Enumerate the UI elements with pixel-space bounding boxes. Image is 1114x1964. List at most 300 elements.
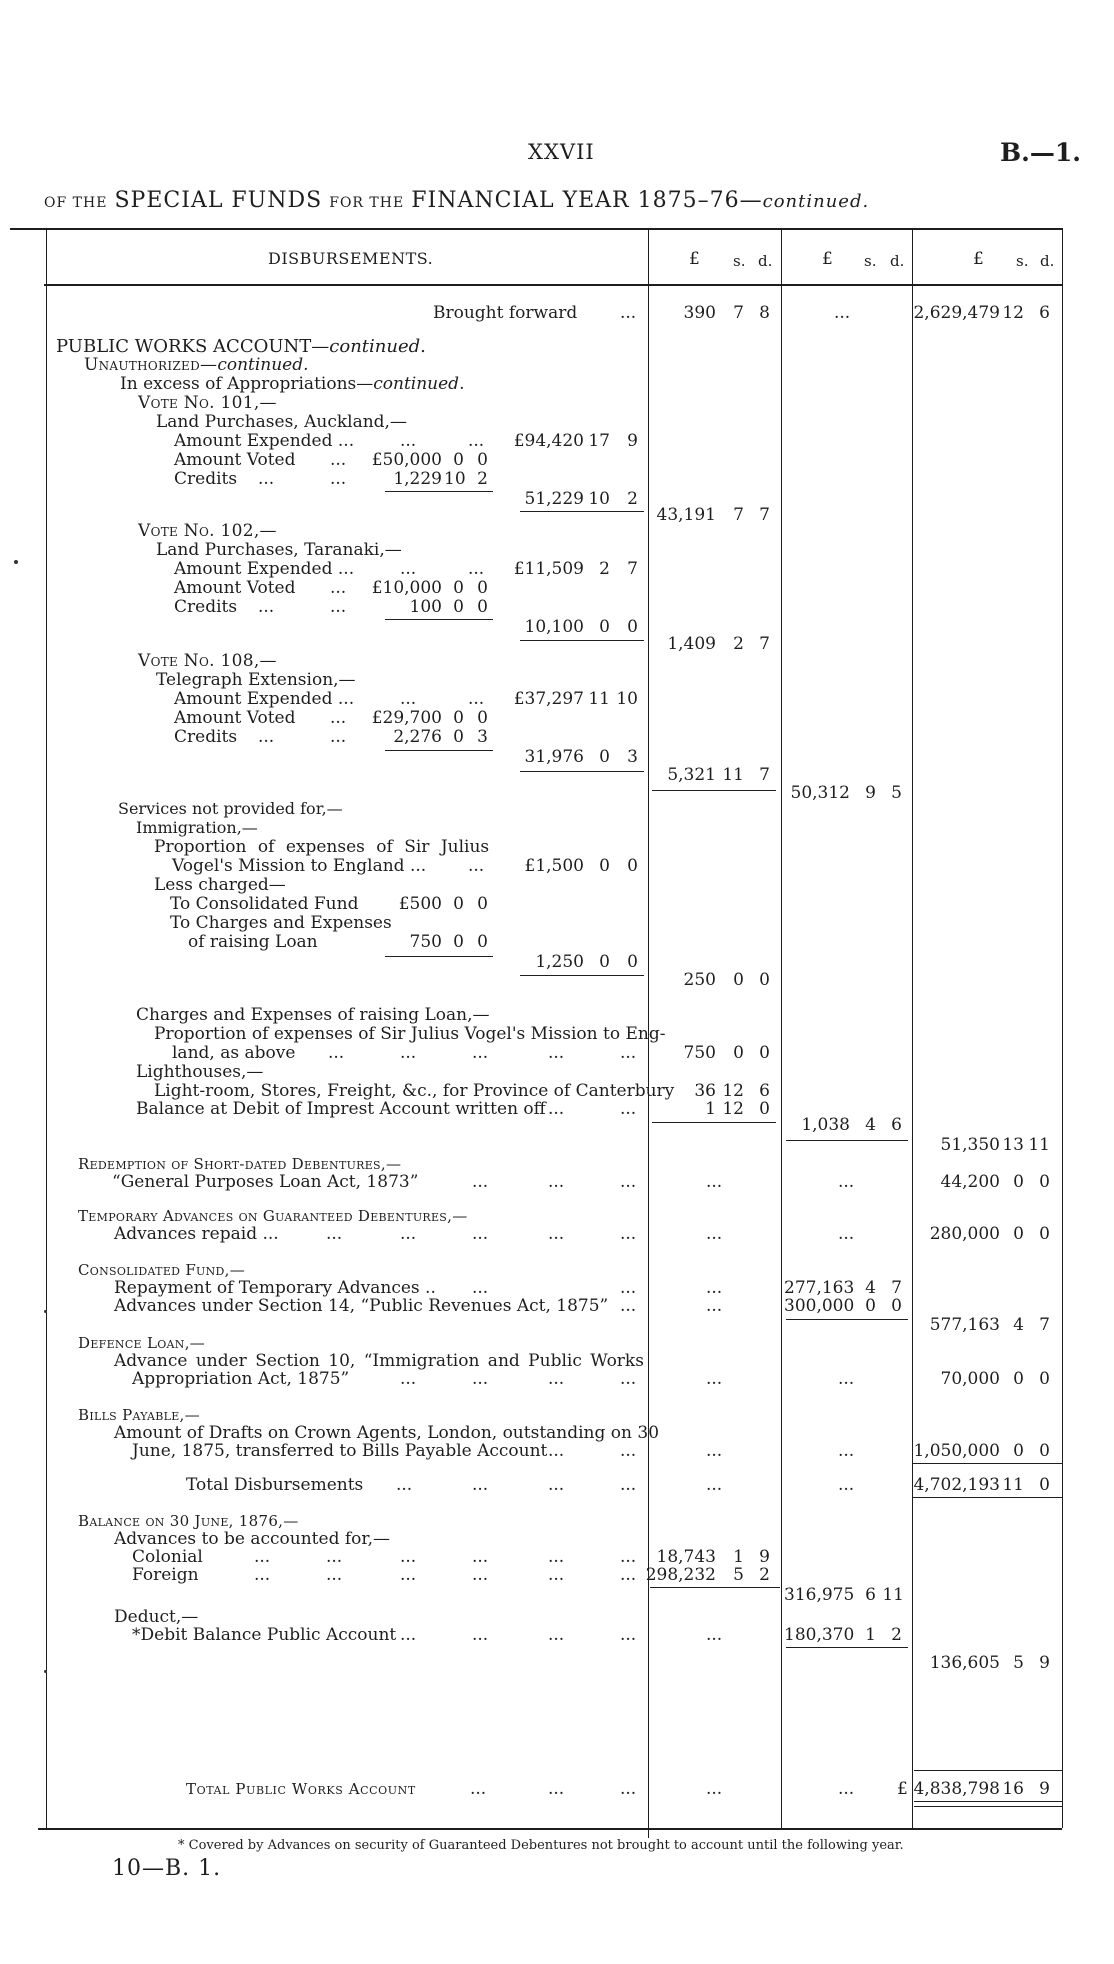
page-title	[44, 188, 869, 213]
vote-101-subtitle: Land Purchases, Auckland,—	[156, 412, 407, 432]
leader-dots: ...	[548, 1043, 565, 1063]
document-code: B.—1.	[1000, 138, 1081, 167]
col-divider-3	[912, 228, 913, 1828]
total-pwa-top-rule	[914, 1770, 1062, 1771]
charges-total-pounds: 1,038	[801, 1115, 850, 1135]
leader-dots: ...	[330, 708, 347, 728]
vote-108-title: Vote No. 108,—	[138, 651, 277, 671]
brought-forward-c1-pence: 8	[759, 303, 770, 323]
services-sum-pence: 0	[627, 952, 638, 972]
total-pwa-shillings: 16	[1002, 1779, 1024, 1799]
leader-dots: ...	[400, 1224, 417, 1244]
consolidated-amount-2-pence: 0	[891, 1296, 902, 1316]
grand-subtotal-pounds: 51,350	[940, 1135, 1000, 1155]
leader-dots: ...	[706, 1172, 723, 1192]
vote-101-diff-shillings: 7	[733, 505, 744, 525]
deduct-label: Deduct,—	[114, 1607, 199, 1627]
services-title: Services not provided for,—	[118, 799, 343, 818]
proportion-line-2: Vogel's Mission to England ...	[172, 856, 427, 876]
column-header-shilling-2: s.	[864, 252, 877, 270]
leader-dots: ...	[400, 1625, 417, 1645]
leader-dots: ...	[472, 1565, 489, 1585]
services-diff-pence: 0	[759, 970, 770, 990]
imprest-line: Balance at Debit of Imprest Account written off	[136, 1099, 546, 1119]
consolidated-sum-rule	[786, 1319, 908, 1320]
vote-108-expended-shillings: 11	[588, 689, 610, 709]
debit-balance-shillings: 1	[865, 1625, 876, 1645]
lighthouses-heading: Lighthouses,—	[136, 1062, 264, 1082]
advances-heading: Advances to be accounted for,—	[114, 1529, 391, 1549]
leader-dots: ...	[620, 1565, 637, 1585]
leader-dots: ...	[706, 1441, 723, 1461]
leader-dots: ...	[326, 1224, 343, 1244]
vote-108-voted-pounds: £29,700	[371, 708, 442, 728]
redemption-pence: 0	[1039, 1172, 1050, 1192]
bills-line-1: Amount of Drafts on Crown Agents, London, outstanding on 30	[114, 1423, 660, 1443]
leader-dots: ...	[834, 303, 851, 323]
vote-102-credits-label: Credits	[174, 597, 238, 617]
total-disbursements-shillings: 11	[1002, 1475, 1024, 1495]
charges-line-1: Proportion of expenses of Sir Julius Vogel's Mission to Eng-	[154, 1024, 666, 1044]
table-right-border	[1062, 228, 1063, 1828]
leader-dots: ...	[548, 1547, 565, 1567]
total-pwa-double-rule-2	[914, 1806, 1062, 1807]
leader-dots: ...	[400, 1547, 417, 1567]
bills-line-2: June, 1875, transferred to Bills Payable Account	[132, 1441, 548, 1461]
column-header-shilling-1: s.	[733, 252, 746, 270]
vote-102-expended-label: Amount Expended ...	[174, 559, 355, 579]
leader-dots: ...	[258, 597, 275, 617]
services-sum-rule	[520, 975, 644, 976]
charges-amount-pounds: 750	[683, 1043, 716, 1063]
column-header-pence-1: d.	[758, 252, 773, 270]
vote-102-diff-shillings: 2	[733, 634, 744, 654]
leader-dots: ...	[620, 1296, 637, 1316]
vote-108-sum-shillings: 0	[599, 747, 610, 767]
services-diff-pounds: 250	[683, 970, 716, 990]
leader-dots: ...	[472, 1224, 489, 1244]
vote-108-sum-rule	[520, 771, 644, 772]
page-number: XXVII	[528, 140, 595, 164]
bills-title: Bills Payable,—	[78, 1406, 200, 1424]
debit-balance-label: *Debit Balance Public Account	[132, 1625, 397, 1645]
leader-dots: ...	[706, 1224, 723, 1244]
leader-dots: ...	[620, 1625, 637, 1645]
deduct-rule	[786, 1647, 908, 1648]
table-bottom-rule	[38, 1828, 1062, 1830]
brought-forward-c3-shillings: 12	[1002, 303, 1024, 323]
leader-dots: ...	[838, 1224, 855, 1244]
vote-101-credits-rule	[385, 491, 493, 492]
defence-pounds: 70,000	[940, 1369, 1000, 1389]
vote-101-credits-pounds: 1,229	[393, 469, 442, 489]
leader-dots: ...	[620, 1779, 637, 1799]
leader-dots: ...	[400, 431, 417, 451]
leader-dots: ...	[330, 597, 347, 617]
leader-dots: ...	[706, 1278, 723, 1298]
table-top-rule	[10, 228, 1062, 230]
leader-dots: ...	[400, 1369, 417, 1389]
column-header-pound-3: £	[973, 249, 984, 269]
total-pwa-label: Total Public Works Account	[186, 1780, 416, 1798]
vote-108-expended-label: Amount Expended ...	[174, 689, 355, 709]
unauthorized-heading	[84, 356, 309, 374]
leader-dots: ...	[706, 1779, 723, 1799]
vote-101-credits-shillings: 10	[444, 469, 466, 489]
leader-dots: ...	[620, 1369, 637, 1389]
leader-dots: ...	[400, 1565, 417, 1585]
leader-dots: ...	[548, 1172, 565, 1192]
grand-subtotal-pence: 11	[1028, 1135, 1050, 1155]
vote-102-expended-pence: 7	[627, 559, 638, 579]
column-header-disbursements: DISBURSEMENTS.	[268, 249, 434, 268]
consolidated-amount-1-shillings: 4	[865, 1278, 876, 1298]
excess-cont: continued.	[373, 374, 465, 394]
consolidated-amount-2-pounds: 300,000	[784, 1296, 855, 1316]
leader-dots: ...	[548, 1224, 565, 1244]
margin-speck	[14, 560, 18, 564]
brought-forward-c1-shillings: 7	[733, 303, 744, 323]
excess-heading	[120, 375, 464, 393]
consolidated-title: Consolidated Fund,—	[78, 1261, 246, 1279]
leader-dots: ...	[326, 1565, 343, 1585]
consolidated-total-pence: 7	[1039, 1315, 1050, 1335]
vote-108-subtitle: Telegraph Extension,—	[156, 670, 356, 690]
vote-102-sum-pence: 0	[627, 617, 638, 637]
title-for: FOR THE	[329, 195, 405, 211]
vote-102-sum-shillings: 0	[599, 617, 610, 637]
charges-expenses-pounds: 750	[409, 932, 442, 952]
vote-101-voted-pounds: £50,000	[371, 450, 442, 470]
vote-101-credits-label: Credits	[174, 469, 238, 489]
foreign-shillings: 5	[733, 1565, 744, 1585]
leader-dots: ...	[468, 431, 485, 451]
margin-speck	[44, 1310, 47, 1313]
services-sum-pounds: 1,250	[535, 952, 584, 972]
imprest-pence: 0	[759, 1099, 770, 1119]
leader-dots: ...	[548, 1625, 565, 1645]
leader-dots: ...	[400, 559, 417, 579]
consolidated-amount-1-pounds: 277,163	[784, 1278, 855, 1298]
vote-102-diff-pence: 7	[759, 634, 770, 654]
pwa-heading-text: PUBLIC WORKS ACCOUNT—	[56, 336, 330, 357]
leader-dots: ...	[620, 1475, 637, 1495]
charges-expenses-label-1: To Charges and Expenses	[170, 913, 392, 933]
leader-dots: ...	[258, 469, 275, 489]
vote-101-credits-pence: 2	[477, 469, 488, 489]
leader-dots: ...	[326, 1547, 343, 1567]
charges-total-shillings: 4	[865, 1115, 876, 1135]
vote-108-voted-shillings: 0	[453, 708, 464, 728]
vote-102-credits-shillings: 0	[453, 597, 464, 617]
vote-108-expended-pounds: £37,297	[513, 689, 584, 709]
leader-dots: ...	[254, 1547, 271, 1567]
light-room-line: Light-room, Stores, Freight, &c., for Province of Canterbury	[154, 1081, 675, 1101]
vote-101-expended-pounds: £94,420	[513, 431, 584, 451]
proportion-amount-pounds: £1,500	[524, 856, 584, 876]
table-header-rule	[44, 284, 1062, 286]
leader-dots: ...	[706, 1369, 723, 1389]
unauthorized-text: Unauthorized—	[84, 355, 218, 375]
consolidated-fund-pounds: £500	[398, 894, 442, 914]
pwa-heading	[56, 338, 426, 356]
defence-pence: 0	[1039, 1369, 1050, 1389]
excess-text: In excess of Appropriations—	[120, 374, 374, 394]
leader-dots: ...	[254, 1565, 271, 1585]
vote-group-total-pounds: 50,312	[790, 783, 850, 803]
pwa-heading-cont-text: continued.	[329, 336, 426, 357]
proportion-amount-shillings: 0	[599, 856, 610, 876]
vote-101-sum-pence: 2	[627, 489, 638, 509]
vote-108-voted-label: Amount Voted	[174, 708, 296, 728]
total-pwa-double-rule-1	[914, 1801, 1062, 1802]
redemption-shillings: 0	[1013, 1172, 1024, 1192]
services-sum-shillings: 0	[599, 952, 610, 972]
foreign-label: Foreign	[132, 1565, 199, 1585]
leader-dots: ...	[838, 1475, 855, 1495]
leader-dots: ...	[330, 469, 347, 489]
light-room-pounds: 36	[694, 1081, 716, 1101]
vote-108-credits-pence: 3	[477, 727, 488, 747]
leader-dots: ...	[620, 303, 637, 323]
leader-dots: ...	[548, 1369, 565, 1389]
consolidated-fund-shillings: 0	[453, 894, 464, 914]
total-disbursements-rule	[912, 1497, 1062, 1498]
leader-dots: ...	[706, 1475, 723, 1495]
charges-expenses-shillings: 0	[453, 932, 464, 952]
defence-title: Defence Loan,—	[78, 1334, 206, 1352]
title-year: FINANCIAL YEAR 1875–76—	[411, 188, 763, 213]
vote-108-credits-label: Credits	[174, 727, 238, 747]
leader-dots: ...	[400, 689, 417, 709]
brought-forward-c3-pounds: 2,629,479	[913, 303, 1000, 323]
leader-dots: ...	[548, 1441, 565, 1461]
leader-dots: ...	[330, 578, 347, 598]
redemption-title: Redemption of Short-dated Debentures,—	[78, 1155, 402, 1173]
column-header-pound-1: £	[689, 249, 700, 269]
imprest-shillings: 12	[722, 1099, 744, 1119]
total-disbursements-pounds: 4,702,193	[913, 1475, 1000, 1495]
charges-total-pence: 6	[891, 1115, 902, 1135]
advances-sum-pounds: 316,975	[784, 1585, 855, 1605]
colonial-pounds: 18,743	[656, 1547, 716, 1567]
net-balance-pounds: 136,605	[929, 1653, 1000, 1673]
vote-108-voted-pence: 0	[477, 708, 488, 728]
total-disbursements-label: Total Disbursements	[186, 1475, 364, 1495]
leader-dots: ...	[706, 1296, 723, 1316]
leader-dots: ...	[838, 1441, 855, 1461]
leader-dots: ...	[396, 1475, 413, 1495]
consolidated-line-1: Repayment of Temporary Advances ..	[114, 1278, 436, 1298]
vote-108-diff-pounds: 5,321	[667, 765, 716, 785]
leader-dots: ...	[258, 727, 275, 747]
consolidated-total-pounds: 577,163	[929, 1315, 1000, 1335]
vote-108-credits-pounds: 2,276	[393, 727, 442, 747]
vote-102-sum-pounds: 10,100	[524, 617, 584, 637]
vote-101-title: Vote No. 101,—	[138, 393, 277, 413]
vote-101-voted-pence: 0	[477, 450, 488, 470]
brought-forward-c3-pence: 6	[1039, 303, 1050, 323]
grand-subtotal-shillings: 13	[1002, 1135, 1024, 1155]
vote-108-credits-shillings: 0	[453, 727, 464, 747]
title-prefix: OF THE	[44, 195, 108, 211]
total-disbursements-pence: 0	[1039, 1475, 1050, 1495]
vote-102-voted-label: Amount Voted	[174, 578, 296, 598]
vote-102-credits-rule	[385, 619, 493, 620]
advances-sum-shillings: 6	[865, 1585, 876, 1605]
vote-102-voted-pounds: £10,000	[371, 578, 442, 598]
leader-dots: ...	[472, 1172, 489, 1192]
vote-102-subtitle: Land Purchases, Taranaki,—	[156, 540, 402, 560]
vote-102-expended-pounds: £11,509	[513, 559, 584, 579]
proportion-amount-pence: 0	[627, 856, 638, 876]
consolidated-fund-label: To Consolidated Fund	[170, 894, 359, 914]
consolidated-fund-pence: 0	[477, 894, 488, 914]
total-pwa-pounds: 4,838,798	[913, 1779, 1000, 1799]
leader-dots: ...	[620, 1278, 637, 1298]
temporary-pounds: 280,000	[929, 1224, 1000, 1244]
column-header-pence-2: d.	[890, 252, 905, 270]
services-diff-shillings: 0	[733, 970, 744, 990]
vote-102-title: Vote No. 102,—	[138, 521, 277, 541]
title-suffix: continued.	[762, 191, 870, 212]
vote-108-diff-pence: 7	[759, 765, 770, 785]
bills-shillings: 0	[1013, 1441, 1024, 1461]
leader-dots: ...	[330, 450, 347, 470]
defence-line-2: Appropriation Act, 1875”	[132, 1369, 350, 1389]
redemption-line: “General Purposes Loan Act, 1873”	[112, 1172, 419, 1192]
margin-speck	[44, 1670, 47, 1673]
advances-sum-pence: 11	[882, 1585, 904, 1605]
consolidated-line-2: Advances under Section 14, “Public Revenues Act, 1875”	[114, 1296, 609, 1316]
vote-101-expended-pence: 9	[627, 431, 638, 451]
column-header-pound-2: £	[822, 249, 833, 269]
vote-102-sum-rule	[520, 640, 644, 641]
charges-total-rule	[786, 1140, 908, 1141]
foreign-pence: 2	[759, 1565, 770, 1585]
leader-dots: ...	[838, 1172, 855, 1192]
column-header-pence-3: d.	[1040, 252, 1055, 270]
unauthorized-cont: continued.	[217, 355, 309, 375]
leader-dots: ...	[620, 1441, 637, 1461]
charges-title: Charges and Expenses of raising Loan,—	[136, 1005, 490, 1025]
vote-108-sum-pence: 3	[627, 747, 638, 767]
debit-balance-pence: 2	[891, 1625, 902, 1645]
leader-dots: ...	[620, 1043, 637, 1063]
table-left-border	[46, 228, 47, 1828]
leader-dots: ...	[548, 1099, 565, 1119]
leader-dots: ...	[548, 1565, 565, 1585]
page-footer: 10—B. 1.	[112, 1856, 222, 1881]
temporary-title: Temporary Advances on Guaranteed Debentures,—	[78, 1207, 468, 1225]
vote-108-sum-pounds: 31,976	[524, 747, 584, 767]
vote-108-diff-rule	[652, 790, 776, 791]
temporary-line: Advances repaid ...	[114, 1224, 279, 1244]
proportion-line-1: Proportion of expenses of Sir Julius	[154, 837, 490, 857]
foreign-pounds: 298,232	[645, 1565, 716, 1585]
vote-102-credits-pounds: 100	[409, 597, 442, 617]
consolidated-total-shillings: 4	[1013, 1315, 1024, 1335]
consolidated-amount-2-shillings: 0	[865, 1296, 876, 1316]
vote-108-diff-shillings: 11	[722, 765, 744, 785]
debit-balance-pounds: 180,370	[784, 1625, 855, 1645]
leader-dots: ...	[468, 689, 485, 709]
leader-dots: ...	[470, 1779, 487, 1799]
vote-102-credits-pence: 0	[477, 597, 488, 617]
colonial-label: Colonial	[132, 1547, 203, 1567]
temporary-pence: 0	[1039, 1224, 1050, 1244]
brought-forward-label: Brought forward	[433, 303, 578, 323]
leader-dots: ...	[548, 1475, 565, 1495]
temporary-shillings: 0	[1013, 1224, 1024, 1244]
charges-line-2: land, as above	[172, 1043, 296, 1063]
vote-102-voted-shillings: 0	[453, 578, 464, 598]
leader-dots: ...	[548, 1779, 565, 1799]
colonial-shillings: 1	[733, 1547, 744, 1567]
leader-dots: ...	[838, 1779, 855, 1799]
footnote: * Covered by Advances on security of Guaranteed Debentures not brought to account until the following year.	[178, 1838, 904, 1853]
leader-dots: ...	[620, 1099, 637, 1119]
net-balance-pence: 9	[1039, 1653, 1050, 1673]
light-room-shillings: 12	[722, 1081, 744, 1101]
leader-dots: ...	[468, 856, 485, 876]
charges-expenses-pence: 0	[477, 932, 488, 952]
leader-dots: ...	[400, 1043, 417, 1063]
total-pwa-pence: 9	[1039, 1779, 1050, 1799]
immigration-heading: Immigration,—	[136, 818, 258, 837]
vote-101-sum-shillings: 10	[588, 489, 610, 509]
defence-shillings: 0	[1013, 1369, 1024, 1389]
balance-title: Balance on 30 June, 1876,—	[78, 1512, 299, 1530]
leader-dots: ...	[472, 1625, 489, 1645]
redemption-pounds: 44,200	[940, 1172, 1000, 1192]
leader-dots: ...	[330, 727, 347, 747]
vote-108-expended-pence: 10	[616, 689, 638, 709]
vote-101-sum-rule	[520, 511, 644, 512]
consolidated-amount-1-pence: 7	[891, 1278, 902, 1298]
colonial-pence: 9	[759, 1547, 770, 1567]
vote-102-diff-pounds: 1,409	[667, 634, 716, 654]
leader-dots: ...	[472, 1547, 489, 1567]
vote-101-expended-shillings: 17	[588, 431, 610, 451]
defence-line-1: Advance under Section 10, “Immigration and Public Works	[114, 1351, 644, 1371]
vote-101-sum-pounds: 51,229	[524, 489, 584, 509]
less-charged-label: Less charged—	[154, 875, 286, 895]
leader-dots: ...	[620, 1224, 637, 1244]
leader-dots: ...	[620, 1172, 637, 1192]
vote-101-voted-shillings: 0	[453, 450, 464, 470]
vote-101-diff-pence: 7	[759, 505, 770, 525]
bills-pounds: 1,050,000	[913, 1441, 1000, 1461]
bills-pence: 0	[1039, 1441, 1050, 1461]
leader-dots: ...	[468, 559, 485, 579]
charges-sum-rule	[652, 1122, 776, 1123]
advances-sum-rule	[650, 1587, 780, 1588]
charges-amount-pence: 0	[759, 1043, 770, 1063]
leader-dots: ...	[472, 1043, 489, 1063]
leader-dots: ...	[328, 1043, 345, 1063]
vote-group-total-pence: 5	[891, 783, 902, 803]
brought-forward-c1-pounds: 390	[683, 303, 716, 323]
col-divider-2	[781, 228, 782, 1828]
vote-108-credits-rule	[385, 750, 493, 751]
charges-amount-shillings: 0	[733, 1043, 744, 1063]
column-header-shilling-3: s.	[1016, 252, 1029, 270]
light-room-pence: 6	[759, 1081, 770, 1101]
services-less-rule	[385, 956, 493, 957]
vote-101-expended-label: Amount Expended ...	[174, 431, 355, 451]
charges-expenses-label-2: of raising Loan	[188, 932, 318, 952]
